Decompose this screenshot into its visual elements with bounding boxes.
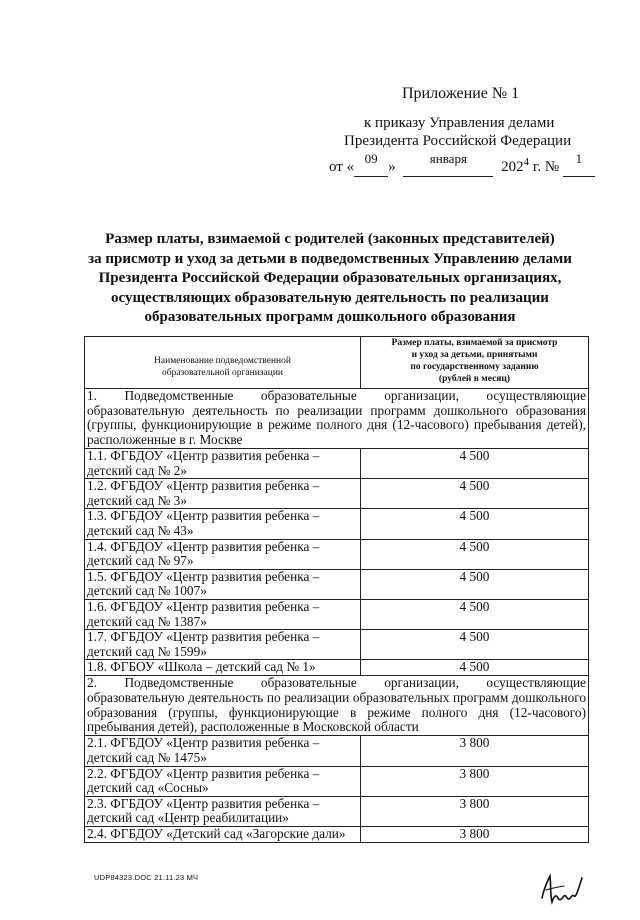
table-row (85, 736, 589, 766)
fee-value: 3 800 (361, 796, 589, 826)
date-year-digit: 4 (523, 156, 530, 168)
table-row (85, 630, 589, 660)
header-text: Наименование подведомственной (154, 355, 291, 366)
order-reference-line1: к приказу Управления делами (364, 115, 555, 131)
fee-value: 4 500 (361, 479, 589, 509)
title-line: за присмотр и уход за детьми в подведомственных Управлению делами (88, 250, 572, 267)
fee-value: 4 500 (361, 660, 589, 676)
fee-value: 3 800 (361, 736, 589, 766)
title-line: образовательных программ дошкольного образования (144, 309, 516, 325)
organization-name: 2.3. ФГБДОУ «Центр развития ребенка – детский сад «Центр реабилитации» (85, 796, 361, 826)
header-text: и уход за детьми, принятыми (411, 350, 538, 360)
date-quote-close: » (388, 159, 396, 175)
header-text: образовательной организации (161, 367, 284, 378)
document-title (70, 230, 590, 328)
organization-name: 1.6. ФГБДОУ «Центр развития ребенка – детский сад № 1387» (85, 599, 361, 629)
date-day: 09 (364, 151, 378, 166)
header-organization-name (85, 337, 361, 389)
header-fee-amount (361, 337, 589, 389)
order-date-line (329, 151, 595, 177)
section-row (85, 676, 589, 736)
organization-name: 2.2. ФГБДОУ «Центр развития ребенка – детский сад «Сосны» (85, 766, 361, 796)
organization-name: 1.8. ФГБОУ «Школа – детский сад № 1» (85, 660, 361, 676)
organization-name: 1.5. ФГБДОУ «Центр развития ребенка – детский сад № 1007» (85, 569, 361, 599)
fee-value: 4 500 (361, 569, 589, 599)
organization-name: 1.2. ФГБДОУ «Центр развития ребенка – детский сад № 3» (85, 479, 361, 509)
header-text: по государственному заданию (410, 362, 539, 372)
document-code: UDP84323.DOC 21.11.23 МЧ (94, 873, 199, 882)
header-text: Размер платы, взимаемой за присмотр (391, 338, 558, 348)
organization-name: 2.4. ФГБДОУ «Детский сад «Загорские дали» (85, 826, 361, 842)
fee-value: 4 500 (361, 509, 589, 539)
table-row (85, 660, 589, 676)
table-row (85, 766, 589, 796)
table-row (85, 509, 589, 539)
organization-name: 1.4. ФГБДОУ «Центр развития ребенка – детский сад № 97» (85, 539, 361, 569)
fee-table (84, 336, 589, 843)
fee-value: 3 800 (361, 766, 589, 796)
title-line: Президента Российской Федерации образовательных организациях, (98, 270, 562, 286)
table-row (85, 479, 589, 509)
date-month: января (429, 151, 467, 166)
table-row (85, 539, 589, 569)
order-number: 1 (575, 151, 583, 166)
table-row (85, 826, 589, 842)
organization-name: 2.1. ФГБДОУ «Центр развития ребенка – детский сад № 1475» (85, 736, 361, 766)
fee-value: 4 500 (361, 449, 589, 479)
section-2-heading: 2. Подведомственные образовательные организации, осуществляющие образовательную деятельность по реализации образовательных программ дошкольного образования (группы, функционирующие в режиме полного дня (12-часового) пребывания детей), расположенные в Московской области (85, 676, 589, 736)
date-day-blank (354, 151, 388, 177)
appendix-number: Приложение № 1 (402, 85, 520, 102)
table-row (85, 599, 589, 629)
table-header-row (85, 337, 589, 389)
fee-value: 3 800 (361, 826, 589, 842)
section-row (85, 389, 589, 449)
date-year-prefix: 202 (501, 159, 524, 175)
date-year-suffix: г. № (532, 159, 560, 175)
signature-mark (538, 868, 586, 908)
organization-name: 1.7. ФГБДОУ «Центр развития ребенка – детский сад № 1599» (85, 630, 361, 660)
fee-value: 4 500 (361, 539, 589, 569)
fee-value: 4 500 (361, 630, 589, 660)
table-row (85, 449, 589, 479)
table-row (85, 569, 589, 599)
header-text: (рублей в месяц) (438, 374, 511, 384)
organization-name: 1.3. ФГБДОУ «Центр развития ребенка – детский сад № 43» (85, 509, 361, 539)
date-prefix: от « (329, 159, 355, 175)
organization-name: 1.1. ФГБДОУ «Центр развития ребенка – детский сад № 2» (85, 449, 361, 479)
section-1-heading: 1. Подведомственные образовательные организации, осуществляющие образовательную деятельность по реализации программ дошкольного образования (группы, функционирующие в режиме полного дня (12-часового) пребывания детей), расположенные в г. Москве (85, 389, 589, 449)
table-row (85, 796, 589, 826)
order-reference-line2: Президента Российской Федерации (344, 133, 572, 149)
date-month-blank (403, 151, 493, 177)
order-number-blank (563, 151, 595, 177)
title-line: Размер платы, взимаемой с родителей (законных представителей) (105, 231, 555, 247)
title-line: осуществляющих образовательную деятельность по реализации (111, 289, 549, 306)
fee-value: 4 500 (361, 599, 589, 629)
